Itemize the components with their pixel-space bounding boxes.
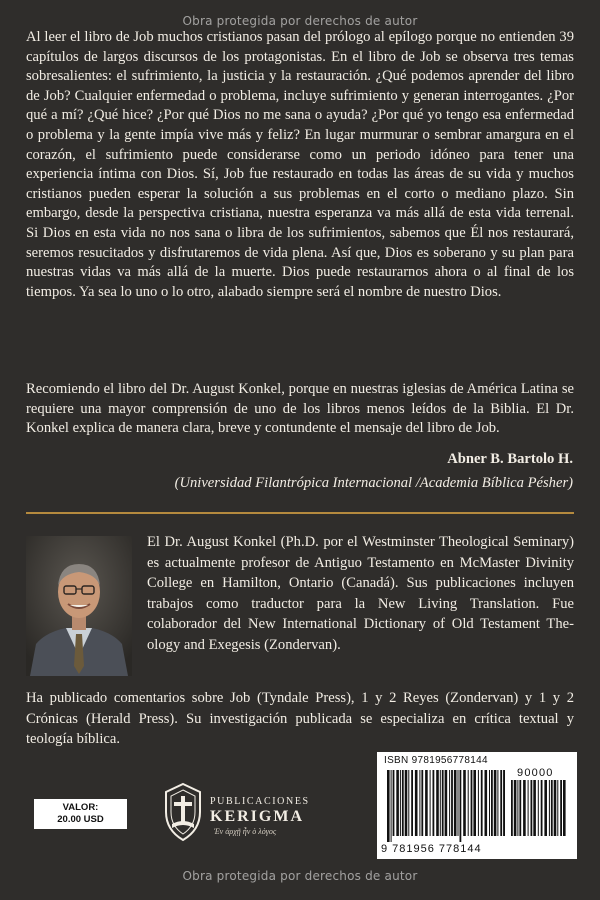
section-divider (26, 512, 574, 514)
publisher-line-1: PUBLICACIONES (210, 796, 310, 807)
price-label: VALOR: (62, 802, 99, 813)
author-publications: Ha publicado comentarios sobre Job (Tyndale Press), 1 y 2 Reyes (Zondervan) y 1 y 2 Crónicas (Herald Press). Su investigación publicada se especializa en crítica textual y teología bíblica. (26, 690, 574, 747)
author-photo (26, 536, 132, 676)
barcode-bars (387, 770, 505, 842)
watermark-bottom: Obra protegida por derechos de autor (182, 869, 418, 883)
publisher-motto: Ἐν ἀρχῇ ἦν ὁ λόγος (214, 827, 277, 836)
watermark-top: Obra protegida por derechos de autor (182, 14, 418, 28)
barcode-addon-digits: 90000 (517, 767, 554, 779)
publisher-name: KERIGMA (210, 808, 304, 825)
barcode-digits: 9 781956 778144 (381, 843, 482, 855)
endorser-name: Abner B. Bartolo H. (447, 451, 573, 467)
synopsis-paragraph-2: Recomiendo el libro del Dr. August Konkel, porque en nuestras iglesias de América Latina se requiere una mayor comprensión de uno de los libros menos leídos de la Biblia. El Dr. Konkel explica de manera clara, breve y contundente el mensaje del libro de Job. (26, 381, 574, 437)
isbn-label: ISBN 9781956778144 (384, 755, 488, 766)
publisher-logo (160, 782, 330, 842)
isbn-barcode (377, 752, 577, 859)
barcode-addon-bars (511, 780, 567, 842)
price-tag (34, 799, 127, 829)
synopsis-paragraph-1: Al leer el libro de Job muchos cristianos pasan del prólogo al epílogo porque no entienden 39 capítulos de largos discursos de los protagonistas. En el libro de Job se observa tres temas sobresalientes: el sufrimiento, la justicia y la restauración. ¿Qué podemos aprender del libro de Job? Cualquier enfermedad o problema, incluye sufrimiento y generan interrogantes. ¿Por qué a mí? ¿Qué hice? ¿Por qué Dios no me sana o ayuda? ¿Por qué yo tengo esa enfermedad o problema y la gente impía vive más y feliz? En lugar murmurar o sembrar amargura en el corazón, el sufrimiento puede considerarse como un periodo idóneo para tener una experiencia íntima con Dios. Sí, Job fue restaurado en todas las áreas de su vida y muchos cristianos pueden esperar la solución a sus problemas en el corto o mediano plazo. Sin embargo, desde la perspectiva cristiana, nuestra esperanza va más allá de esta vida terrenal. Si Dios en esta vida no nos sana o libra de los sufrimientos, sabemos que Él nos restaurará, seremos resucitados y disfrutaremos de vida plena. Así que, Dios es soberano y su plan para nuestras vidas va más allá de la muerte. Dios puede restaurarnos ahora o al final de los tiempos. Ya sea lo uno o lo otro, alabado siempre será el nombre de nuestro Dios. (26, 29, 574, 300)
endorser-affiliation: (Universidad Filantrópica Internacional /Academia Bíblica Pésher) (174, 475, 573, 491)
publisher-emblem-icon (160, 782, 206, 842)
author-bio: El Dr. August Konkel (Ph.D. por el Westminster Theological Seminary) es actualmente profesor de Antiguo Testamento en McMaster Divinity College en Hamilton, Ontario (Canadá). Sus publicaciones incluyen trabajos como traductor para la New Living Translation. Fue colaborador del New International Dictionary of Old Testament Theology and Exegesis (Zondervan). (147, 534, 574, 653)
price-amount: 20.00 USD (57, 814, 104, 825)
